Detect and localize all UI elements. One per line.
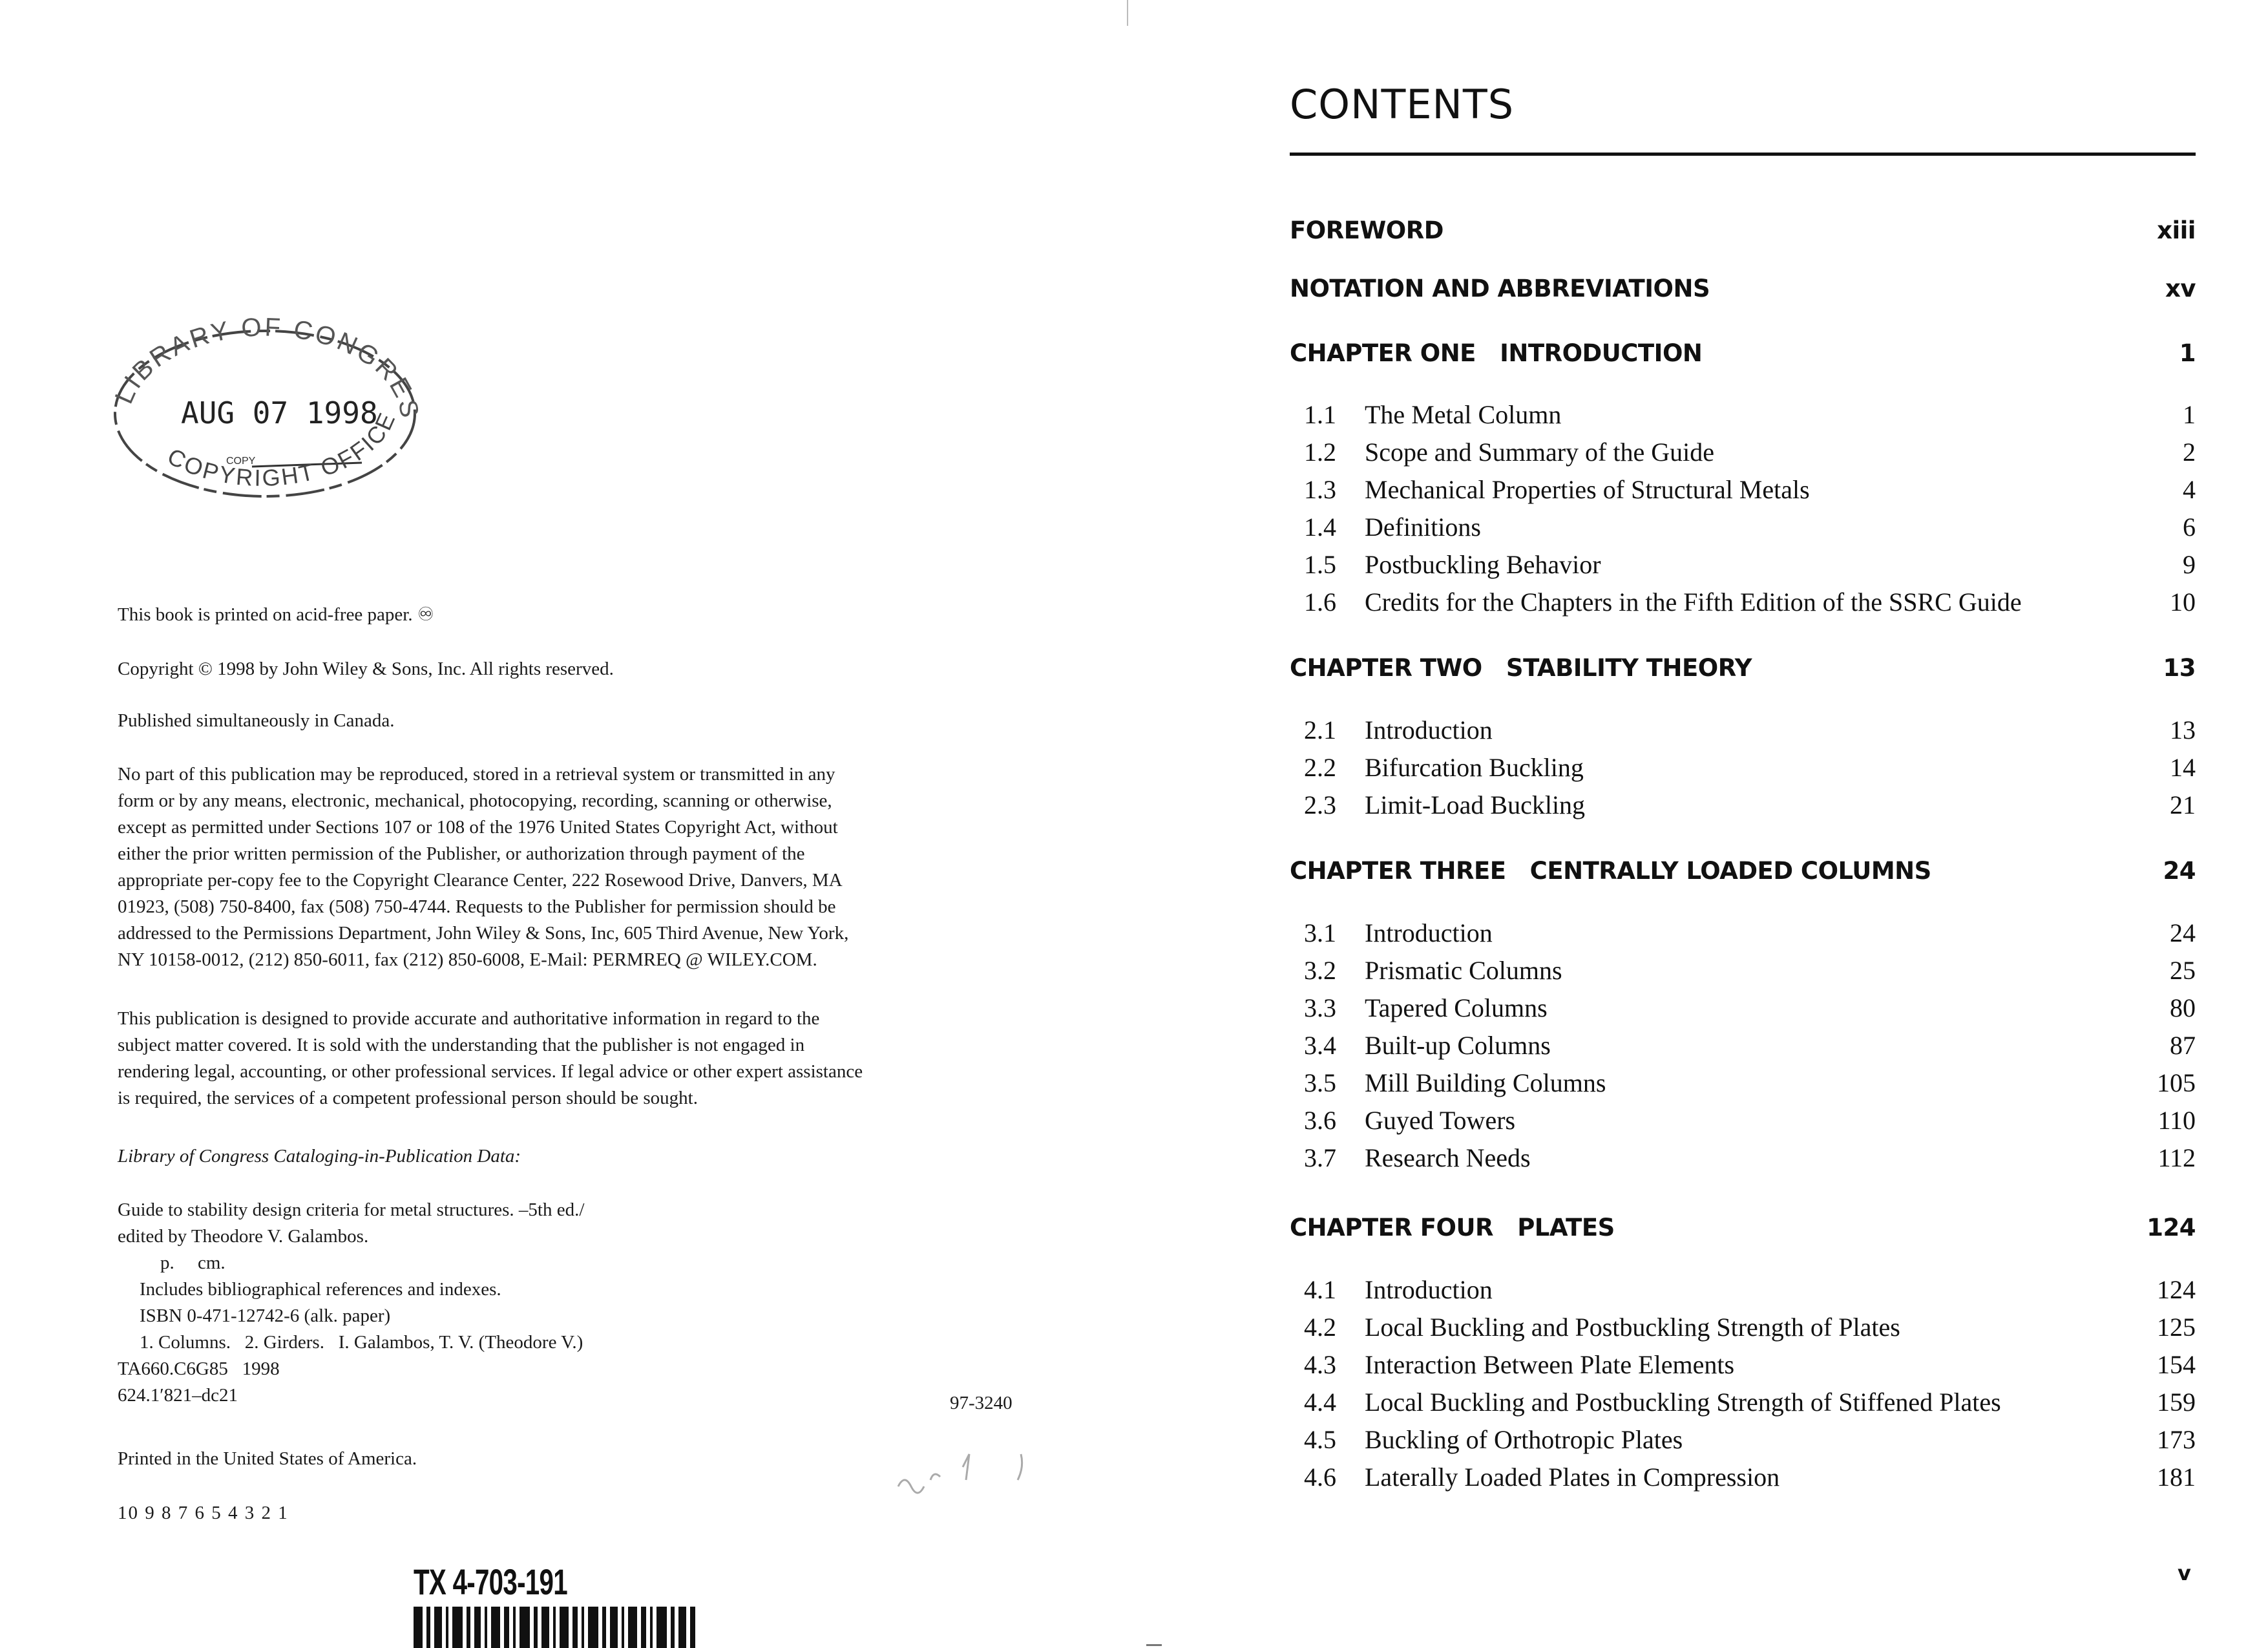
title-rule: [1290, 153, 2196, 156]
section-page: 80: [2170, 993, 2196, 1022]
pencil-scribble: [892, 1441, 1060, 1512]
section-page: 105: [2157, 1068, 2196, 1097]
toc-entry: [1304, 474, 2196, 505]
toc-entry: [1304, 752, 2196, 783]
section-title: Limit-Load Buckling: [1365, 790, 1586, 819]
permissions-line: except as permitted under Sections 107 or 108 of the 1976 United States Copyright Act, without: [118, 817, 838, 838]
chapter-page: 24: [2163, 857, 2196, 885]
section-title: Mechanical Properties of Structural Metals: [1365, 475, 1810, 504]
cip-pages: p. cm.: [160, 1252, 226, 1273]
toc-heading-title: FOREWORD: [1290, 217, 1444, 244]
section-number: 4.6: [1304, 1463, 1336, 1492]
toc-chapter-four: [1290, 1214, 2196, 1245]
section-title: Buckling of Orthotropic Plates: [1365, 1425, 1683, 1454]
toc-entry: [1304, 1462, 2196, 1493]
chapter-title: PLATES: [1517, 1214, 1615, 1241]
toc-entry: [1304, 1030, 2196, 1061]
permissions-line: form or by any means, electronic, mechanical, photocopying, recording, scanning or otherwise,: [118, 790, 832, 811]
section-number: 3.3: [1304, 993, 1336, 1022]
chapter-label: CHAPTER ONE: [1290, 339, 1476, 367]
section-number: 3.2: [1304, 956, 1336, 985]
acid-free-notice: [118, 601, 434, 628]
section-number: 2.2: [1304, 753, 1336, 782]
cip-isbn: ISBN 0-471-12742-6 (alk. paper): [140, 1305, 391, 1326]
section-page: 21: [2170, 790, 2196, 819]
toc-entry: [1304, 437, 2196, 468]
chapter-title: STABILITY THEORY: [1506, 654, 1752, 682]
permissions-line: appropriate per-copy fee to the Copyright Clearance Center, 222 Rosewood Drive, Danvers, MA: [118, 870, 843, 891]
toc-entry: [1304, 715, 2196, 746]
chapter-page: 124: [2147, 1214, 2196, 1241]
copyright-office-stamp: [90, 304, 439, 517]
page-title: CONTENTS: [1290, 81, 1515, 128]
cip-record: [118, 1197, 584, 1409]
toc-heading-title: NOTATION AND ABBREVIATIONS: [1290, 275, 1710, 302]
stamp-copy-label: COPY: [226, 456, 256, 467]
page-number: v: [2178, 1561, 2191, 1585]
section-page: 2: [2183, 438, 2196, 467]
permissions-line: 01923, (508) 750-8400, fax (508) 750-4744. Requests to the Publisher for permission should be: [118, 896, 836, 917]
section-page: 9: [2183, 550, 2196, 579]
toc-chapter-two: [1290, 654, 2196, 685]
section-number: 4.1: [1304, 1275, 1336, 1304]
section-title: Interaction Between Plate Elements: [1365, 1350, 1735, 1379]
section-page: 10: [2170, 587, 2196, 617]
chapter-label: CHAPTER FOUR: [1290, 1214, 1494, 1241]
section-page: 173: [2157, 1425, 2196, 1454]
section-number: 4.2: [1304, 1313, 1336, 1342]
section-title: Local Buckling and Postbuckling Strength of Plates: [1365, 1313, 1900, 1342]
toc-entry: [1304, 918, 2196, 949]
toc-entry: [1304, 1424, 2196, 1455]
section-title: Scope and Summary of the Guide: [1365, 438, 1714, 467]
acid-free-text: This book is printed on acid-free paper.: [118, 604, 413, 625]
toc-entry: [1304, 1068, 2196, 1099]
section-title: Laterally Loaded Plates in Compression: [1365, 1463, 1780, 1492]
toc-heading-page: xv: [2165, 275, 2196, 302]
stamp-date: AUG 07 1998: [181, 396, 378, 430]
permissions-line: No part of this publication may be reproduced, stored in a retrieval system or transmitted in any: [118, 764, 835, 785]
cip-bibliography: Includes bibliographical references and indexes.: [140, 1279, 501, 1300]
section-number: 1.1: [1304, 400, 1336, 429]
section-number: 2.1: [1304, 715, 1336, 745]
copyright-notice: Copyright © 1998 by John Wiley & Sons, Inc. All rights reserved.: [118, 659, 614, 679]
section-page: 14: [2170, 753, 2196, 782]
chapter-title: INTRODUCTION: [1500, 339, 1703, 367]
section-title: Postbuckling Behavior: [1365, 550, 1601, 579]
toc-entry: [1304, 955, 2196, 986]
section-title: Bifurcation Buckling: [1365, 753, 1584, 782]
toc-entry: [1304, 587, 2196, 618]
permissions-line: addressed to the Permissions Department, John Wiley & Sons, Inc, 605 Third Avenue, New York,: [118, 923, 849, 944]
canada-notice: Published simultaneously in Canada.: [118, 710, 395, 731]
section-page: 13: [2170, 715, 2196, 745]
section-number: 4.3: [1304, 1350, 1336, 1379]
section-number: 2.3: [1304, 790, 1336, 819]
section-page: 25: [2170, 956, 2196, 985]
permissions-line: either the prior written permission of the Publisher, or authorization through payment of the: [118, 843, 805, 864]
toc-chapter-heading: [1290, 654, 1752, 682]
toc-foreword: [1290, 217, 2196, 248]
section-number: 1.6: [1304, 587, 1336, 617]
section-number: 3.6: [1304, 1106, 1336, 1135]
section-page: 110: [2158, 1106, 2196, 1135]
toc-entry: [1304, 399, 2196, 430]
toc-chapter-heading: [1290, 339, 1702, 367]
toc-entry: [1304, 1274, 2196, 1305]
section-title: Local Buckling and Postbuckling Strength of Stiffened Plates: [1365, 1388, 2001, 1417]
toc-entry: [1304, 1387, 2196, 1418]
toc-entry: [1304, 1105, 2196, 1136]
section-number: 4.4: [1304, 1388, 1336, 1417]
section-page: 159: [2157, 1388, 2196, 1417]
contents-page: [1137, 0, 2268, 1648]
disclaimer-paragraph: [118, 1006, 1022, 1112]
cip-editor-line: edited by Theodore V. Galambos.: [118, 1226, 369, 1247]
section-title: Built-up Columns: [1365, 1031, 1551, 1060]
toc-entry: [1304, 1143, 2196, 1174]
section-number: 1.4: [1304, 512, 1336, 542]
section-page: 4: [2183, 475, 2196, 504]
toc-chapter-one: [1290, 339, 2196, 370]
printed-in-notice: Printed in the United States of America.: [118, 1448, 417, 1469]
acid-free-symbol: ♾: [417, 604, 434, 625]
cip-title-line: Guide to stability design criteria for metal structures. –5th ed./: [118, 1199, 585, 1220]
section-title: Definitions: [1365, 512, 1481, 542]
chapter-page: 1: [2179, 339, 2196, 367]
chapter-label: CHAPTER TWO: [1290, 654, 1482, 682]
section-number: 1.3: [1304, 475, 1336, 504]
section-page: 24: [2170, 918, 2196, 947]
section-title: Introduction: [1365, 918, 1493, 947]
section-title: The Metal Column: [1365, 400, 1562, 429]
cip-catalog-number: 97-3240: [950, 1393, 1013, 1413]
section-number: 1.5: [1304, 550, 1336, 579]
section-title: Research Needs: [1365, 1143, 1531, 1172]
toc-entry: [1304, 1349, 2196, 1380]
toc-notation: [1290, 275, 2196, 306]
section-title: Introduction: [1365, 715, 1493, 745]
toc-entry: [1304, 549, 2196, 580]
cip-subjects: 1. Columns. 2. Girders. I. Galambos, T. V. (Theodore V.): [140, 1332, 583, 1353]
section-number: 4.5: [1304, 1425, 1336, 1454]
cip-dewey: 624.1′821–dc21: [118, 1385, 238, 1406]
section-number: 3.4: [1304, 1031, 1336, 1060]
gutter-mark: [1127, 0, 1128, 26]
barcode: [414, 1607, 698, 1648]
cip-heading: Library of Congress Cataloging-in-Publication Data:: [118, 1146, 521, 1167]
section-title: Credits for the Chapters in the Fifth Edition of the SSRC Guide: [1365, 587, 2022, 617]
section-title: Guyed Towers: [1365, 1106, 1516, 1135]
section-page: 1: [2183, 400, 2196, 429]
stamp-top-arc: LIBRARY OF CONGRES: [109, 313, 425, 422]
section-title: Prismatic Columns: [1365, 956, 1562, 985]
disclaimer-line: subject matter covered. It is sold with the understanding that the publisher is not engaged in: [118, 1035, 805, 1055]
toc-entry: [1304, 512, 2196, 543]
section-number: 1.2: [1304, 438, 1336, 467]
permissions-paragraph: [118, 761, 1022, 973]
toc-chapter-heading: [1290, 857, 1931, 885]
toc-heading-page: xiii: [2157, 217, 2196, 244]
section-page: 112: [2158, 1143, 2196, 1172]
toc-entry: [1304, 993, 2196, 1024]
toc-entry: [1304, 1312, 2196, 1343]
stamp-graphic: [90, 304, 439, 517]
section-page: 6: [2183, 512, 2196, 542]
toc-chapter-heading: [1290, 1214, 1615, 1241]
disclaimer-line: This publication is designed to provide accurate and authoritative information in regard to the: [118, 1008, 820, 1029]
registration-number: TX 4-703-191: [414, 1561, 567, 1602]
chapter-title: CENTRALLY LOADED COLUMNS: [1529, 857, 1931, 885]
section-number: 3.7: [1304, 1143, 1336, 1172]
section-page: 125: [2157, 1313, 2196, 1342]
section-page: 154: [2157, 1350, 2196, 1379]
toc-entry: [1304, 790, 2196, 821]
disclaimer-line: is required, the services of a competent professional person should be sought.: [118, 1088, 698, 1108]
disclaimer-line: rendering legal, accounting, or other professional services. If legal advice or other expert assistance: [118, 1061, 863, 1082]
section-number: 3.5: [1304, 1068, 1336, 1097]
stamp-bottom-arc: COPYRIGHT OFFICE: [163, 407, 401, 492]
chapter-label: CHAPTER THREE: [1290, 857, 1506, 885]
section-page: 181: [2157, 1463, 2196, 1492]
toc-chapter-three: [1290, 857, 2196, 888]
section-page: 87: [2170, 1031, 2196, 1060]
copyright-page: [0, 0, 1124, 1648]
chapter-page: 13: [2163, 654, 2196, 682]
section-title: Introduction: [1365, 1275, 1493, 1304]
section-number: 3.1: [1304, 918, 1336, 947]
cip-lc-class: TA660.C6G85 1998: [118, 1358, 280, 1379]
section-title: Mill Building Columns: [1365, 1068, 1606, 1097]
section-title: Tapered Columns: [1365, 993, 1548, 1022]
printing-line: 10 9 8 7 6 5 4 3 2 1: [118, 1503, 289, 1523]
section-page: 124: [2157, 1275, 2196, 1304]
permissions-line: NY 10158-0012, (212) 850-6011, fax (212) 850-6008, E-Mail: PERMREQ @ WILEY.COM.: [118, 949, 817, 970]
